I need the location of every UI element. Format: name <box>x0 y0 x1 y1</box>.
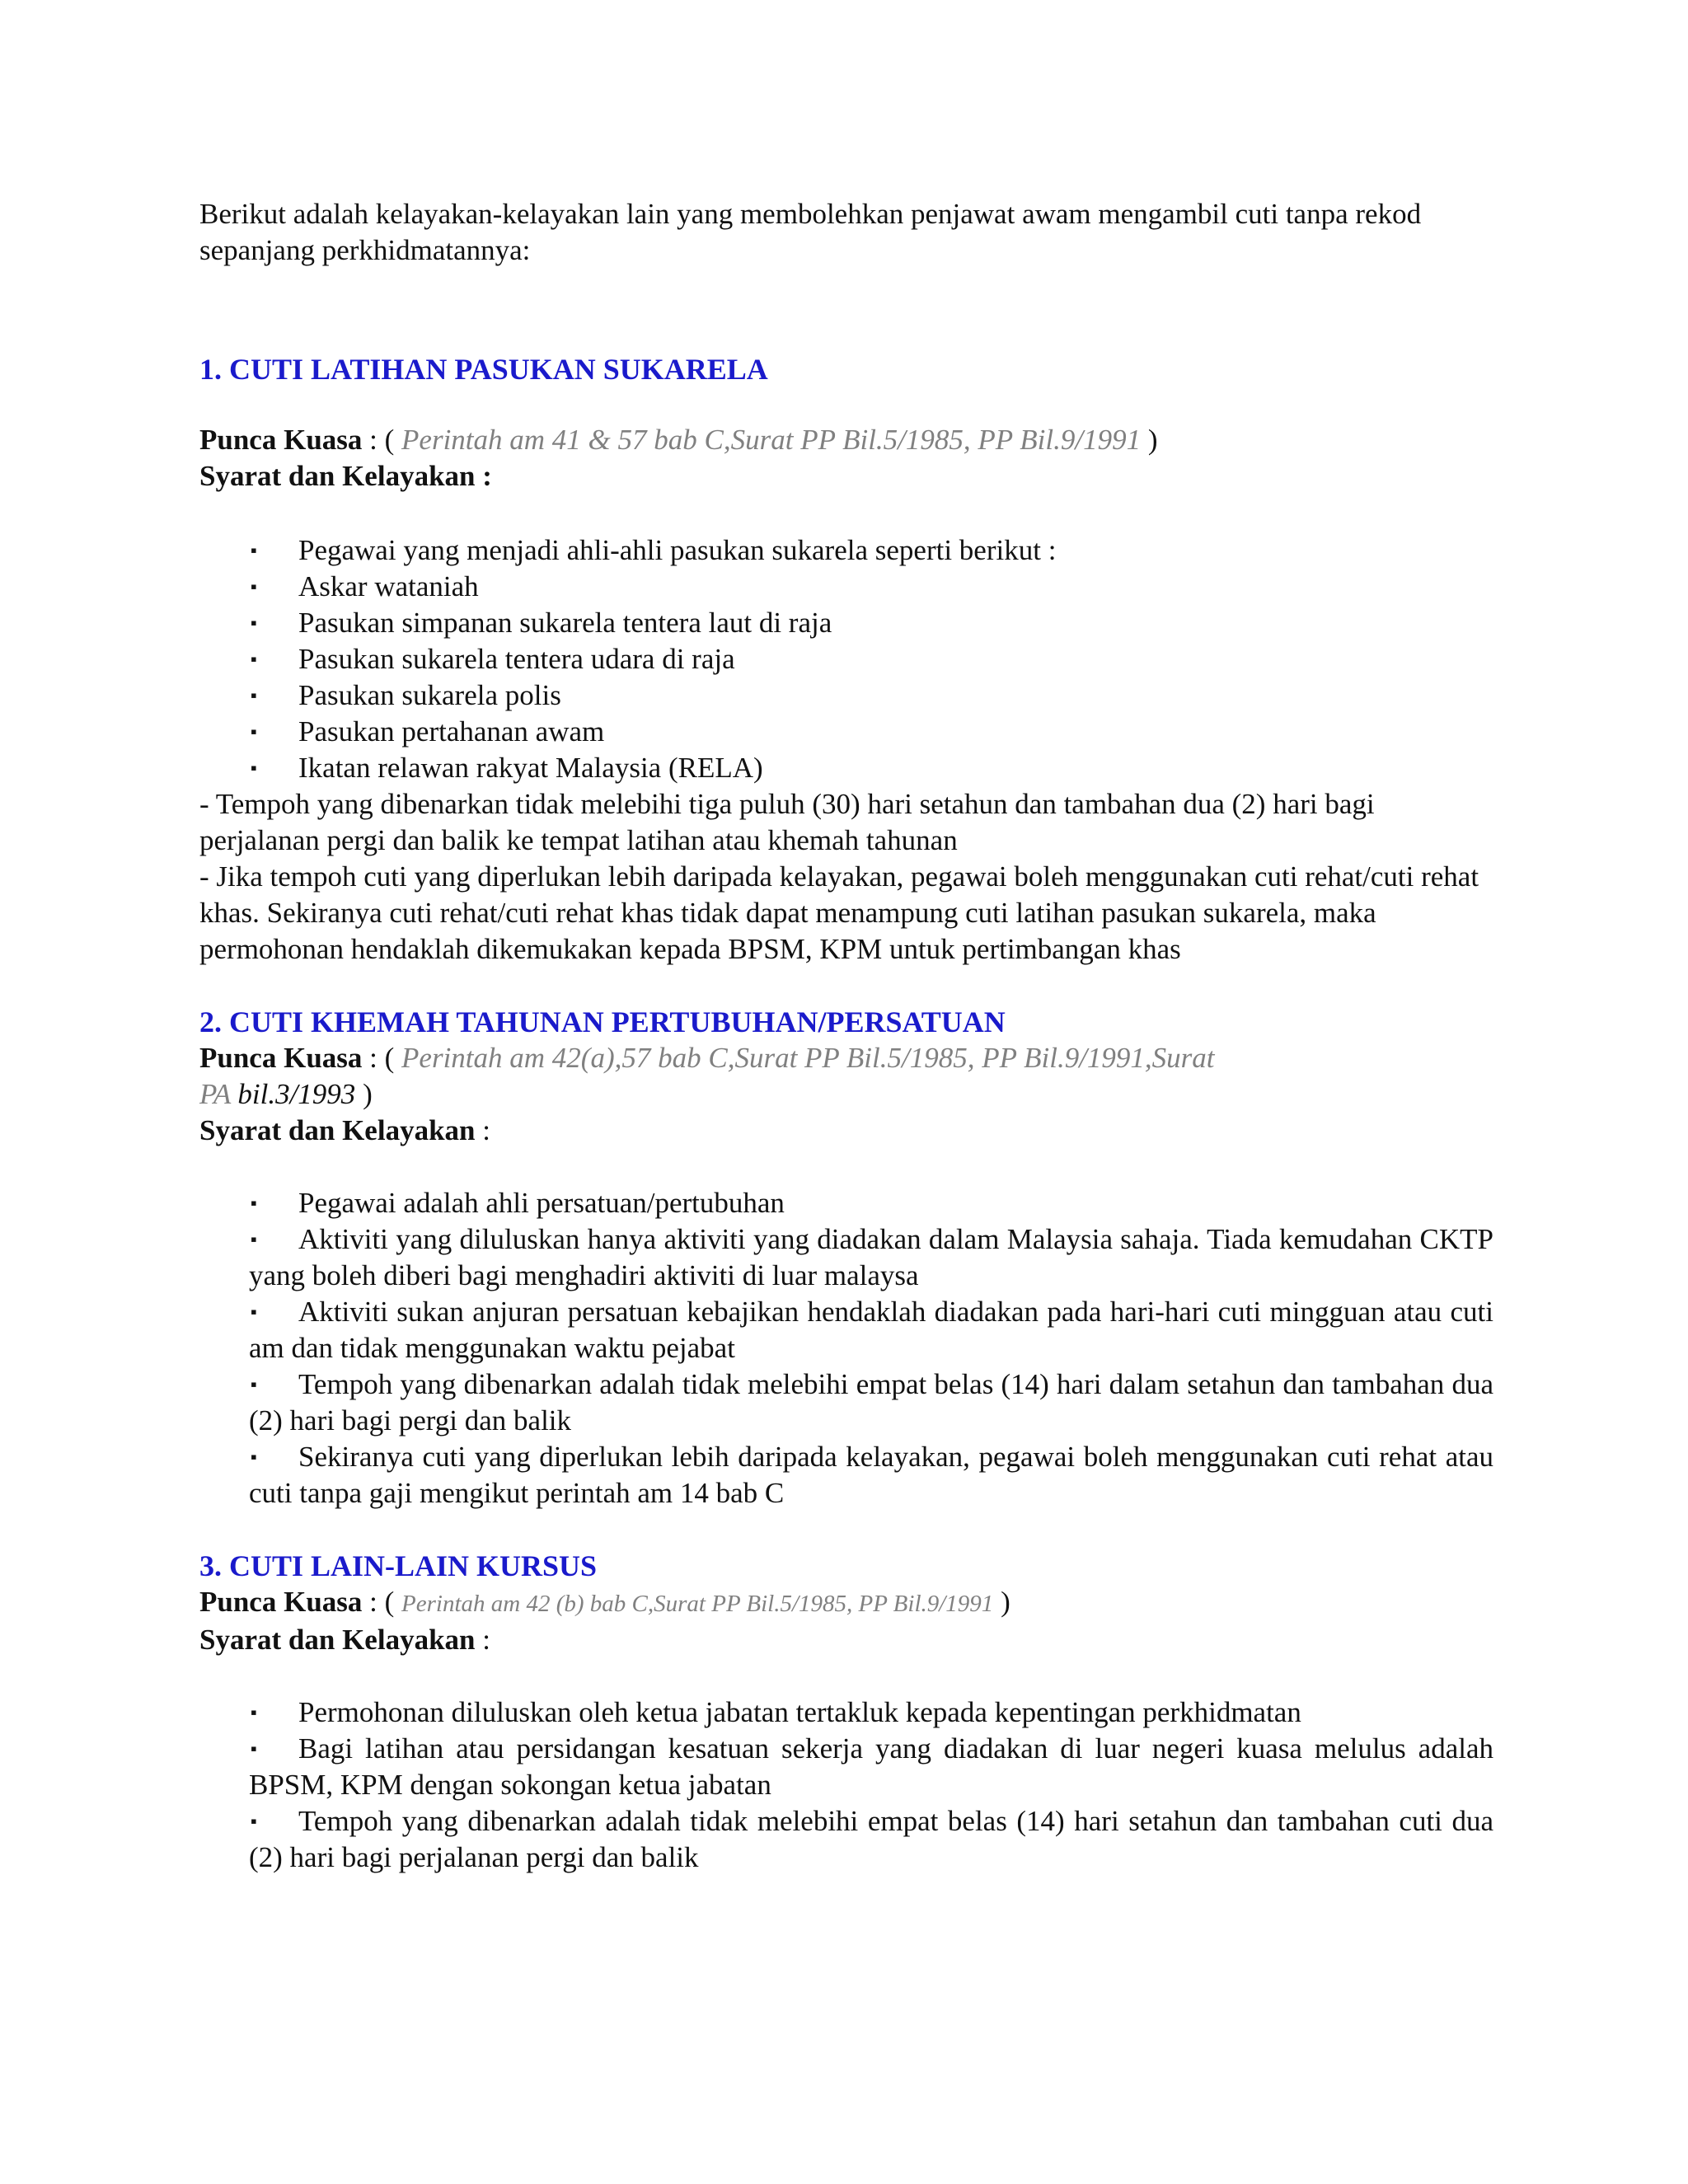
punca-reference-bil: bil.3/1993 <box>237 1078 356 1110</box>
list-item <box>199 1439 1493 1511</box>
bullet-icon: ▪ <box>251 612 257 633</box>
list-item-text: Tempoh yang dibenarkan adalah tidak melebihi empat belas (14) hari setahun dan tambahan cuti dua (2) hari bagi perjalanan pergi dan balik <box>249 1805 1493 1873</box>
bullet-icon: ▪ <box>251 1374 257 1394</box>
document-page <box>199 196 1493 1876</box>
list-item <box>199 1185 1493 1221</box>
punca-kuasa-line <box>199 422 1493 458</box>
section-title: 3. CUTI LAIN-LAIN KURSUS <box>199 1549 598 1582</box>
list-item <box>199 714 1493 750</box>
punca-kuasa-line <box>199 1584 1493 1622</box>
section-2 <box>199 1004 1493 1511</box>
list-item <box>199 569 1493 605</box>
list-item-text: Pasukan pertahanan awam <box>298 715 605 748</box>
punca-kuasa-label: Punca Kuasa <box>199 424 363 456</box>
section-1 <box>199 351 1493 968</box>
syarat-heading-line <box>199 1113 1493 1149</box>
bullet-icon: ▪ <box>251 1193 257 1213</box>
punca-separator: : ( <box>362 424 402 456</box>
punca-kuasa-line <box>199 1040 1493 1076</box>
bullet-icon: ▪ <box>251 649 257 669</box>
bullet-icon: ▪ <box>251 1446 257 1467</box>
bullet-icon: ▪ <box>251 576 257 597</box>
bullet-icon: ▪ <box>251 721 257 742</box>
section-title: 2. CUTI KHEMAH TAHUNAN PERTUBUHAN/PERSATUAN <box>199 1005 1006 1038</box>
punca-separator: : ( <box>362 1042 402 1074</box>
section-title: 1. CUTI LATIHAN PASUKAN SUKARELA <box>199 353 768 386</box>
syarat-heading: Syarat dan Kelayakan <box>199 1114 476 1146</box>
list-item-text: Askar wataniah <box>298 570 479 602</box>
punca-reference: Perintah am 42 (b) bab C,Surat PP Bil.5/1985, PP Bil.9/1991 <box>401 1591 994 1617</box>
list-item-text: Aktiviti sukan anjuran persatuan kebajikan hendaklah diadakan pada hari-hari cuti mingguan atau cuti am dan tidak menggunakan waktu pejabat <box>249 1296 1493 1364</box>
bullet-icon: ▪ <box>251 1301 257 1322</box>
list-item-text: Sekiranya cuti yang diperlukan lebih daripada kelayakan, pegawai boleh menggunakan cuti rehat atau cuti tanpa gaji mengikut perintah am 14 bab C <box>249 1441 1493 1509</box>
list-item <box>199 1731 1493 1803</box>
bullet-icon: ▪ <box>251 1229 257 1249</box>
punca-close: ) <box>993 1586 1010 1618</box>
bullet-icon: ▪ <box>251 1702 257 1722</box>
list-item-text: Pasukan sukarela polis <box>298 679 561 711</box>
punca-reference-prefix: PA <box>199 1078 238 1110</box>
note-paragraph: - Tempoh yang dibenarkan tidak melebihi tiga puluh (30) hari setahun dan tambahan dua (2) hari bagi perjalanan pergi dan balik ke tempat latihan atau khemah tahunan <box>199 788 1375 856</box>
list-item-text: Pasukan simpanan sukarela tentera laut di raja <box>298 607 832 639</box>
punca-kuasa-line-continued <box>199 1076 1493 1113</box>
list-item <box>199 750 1493 786</box>
punca-kuasa-label: Punca Kuasa <box>199 1586 363 1618</box>
list-item-text: Tempoh yang dibenarkan adalah tidak melebihi empat belas (14) hari dalam setahun dan tambahan dua (2) hari bagi pergi dan balik <box>249 1368 1493 1436</box>
bullet-icon: ▪ <box>251 685 257 705</box>
note-paragraph: - Jika tempoh cuti yang diperlukan lebih daripada kelayakan, pegawai boleh menggunakan cuti rehat/cuti rehat khas. Sekiranya cuti rehat/cuti rehat khas tidak dapat menampung cuti latihan pasukan sukarela, maka permohonan hendaklah dikemukakan kepada BPSM, KPM untuk pertimbangan khas <box>199 860 1479 965</box>
bullet-icon: ▪ <box>251 1811 257 1831</box>
punca-kuasa-label: Punca Kuasa <box>199 1042 363 1074</box>
syarat-colon: : <box>475 1114 490 1146</box>
punca-separator: : ( <box>362 1586 402 1618</box>
eligibility-list <box>199 532 1493 786</box>
eligibility-list <box>199 1694 1493 1876</box>
punca-close: ) <box>1141 424 1158 456</box>
punca-reference: Perintah am 41 & 57 bab C,Surat PP Bil.5/1985, PP Bil.9/1991 <box>401 424 1142 456</box>
list-item-text: Permohonan diluluskan oleh ketua jabatan tertakluk kepada kepentingan perkhidmatan <box>298 1696 1301 1728</box>
list-item-text: Pasukan sukarela tentera udara di raja <box>298 643 735 675</box>
syarat-colon: : <box>475 1624 490 1656</box>
list-item-text: Bagi latihan atau persidangan kesatuan sekerja yang diadakan di luar negeri kuasa melulus adalah BPSM, KPM dengan sokongan ketua jabatan <box>249 1732 1493 1801</box>
list-item <box>199 677 1493 714</box>
section-3 <box>199 1548 1493 1876</box>
bullet-icon: ▪ <box>251 1738 257 1759</box>
bullet-icon: ▪ <box>251 757 257 778</box>
punca-close: ) <box>355 1078 373 1110</box>
eligibility-list <box>199 1185 1493 1511</box>
intro-paragraph: Berikut adalah kelayakan-kelayakan lain yang membolehkan penjawat awam mengambil cuti tanpa rekod sepanjang perkhidmatannya: <box>199 198 1422 266</box>
list-item <box>199 1294 1493 1366</box>
list-item-text: Aktiviti yang diluluskan hanya aktiviti yang diadakan dalam Malaysia sahaja. Tiada kemudahan CKTP yang boleh diberi bagi menghadiri aktiviti di luar malaysa <box>249 1223 1493 1291</box>
list-item-text: Ikatan relawan rakyat Malaysia (RELA) <box>298 752 763 784</box>
list-item-text: Pegawai adalah ahli persatuan/pertubuhan <box>298 1187 785 1219</box>
syarat-heading-line <box>199 1622 1493 1658</box>
list-item <box>199 1366 1493 1439</box>
punca-reference: Perintah am 42(a),57 bab C,Surat PP Bil.5/1985, PP Bil.9/1991,Surat <box>401 1042 1215 1074</box>
list-item <box>199 1694 1493 1731</box>
list-item <box>199 1221 1493 1294</box>
bullet-icon: ▪ <box>251 540 257 560</box>
list-item <box>199 1803 1493 1876</box>
list-item-text: Pegawai yang menjadi ahli-ahli pasukan sukarela seperti berikut : <box>298 534 1057 566</box>
list-item <box>199 605 1493 641</box>
list-item <box>199 532 1493 569</box>
list-item <box>199 641 1493 677</box>
syarat-heading: Syarat dan Kelayakan <box>199 1624 476 1656</box>
syarat-heading: Syarat dan Kelayakan : <box>199 460 492 492</box>
